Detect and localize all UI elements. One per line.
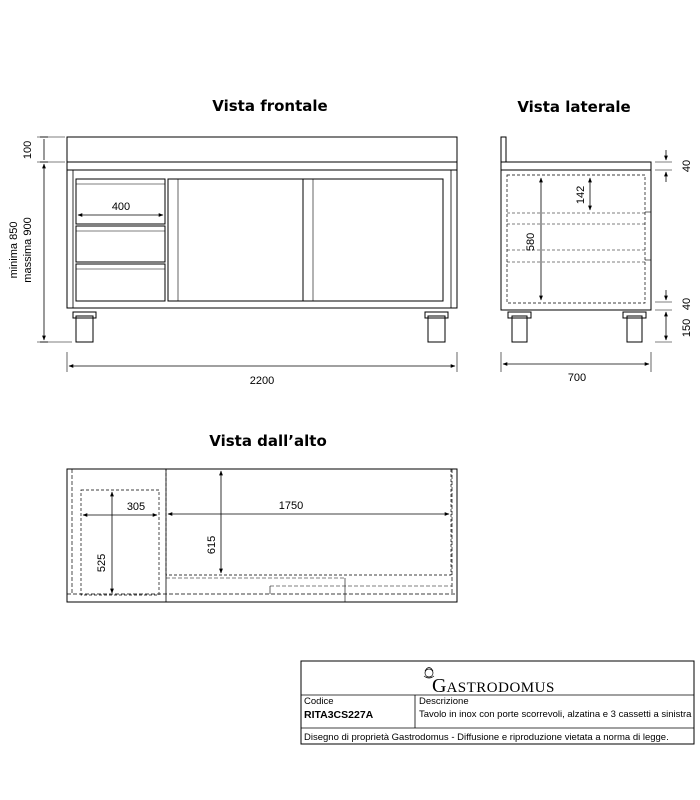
side-leg-right xyxy=(627,316,642,342)
footer-text xyxy=(304,732,669,743)
side-view-title: Vista laterale xyxy=(517,98,631,116)
front-backsplash xyxy=(67,137,457,162)
description-value: Tavolo in inox con porte scorrevoli, alzatina e 3 cassetti a sinistra xyxy=(419,709,692,720)
code-label: Codice xyxy=(304,696,334,707)
top-drawer-depth-label: 525 xyxy=(96,553,108,573)
side-upstand xyxy=(501,137,506,162)
sliding-door-right xyxy=(303,179,443,301)
side-inner-height-label: 580 xyxy=(525,232,537,252)
side-leg-left xyxy=(512,316,527,342)
side-depth-label: 700 xyxy=(567,372,587,384)
front-view-title: Vista frontale xyxy=(212,97,328,115)
front-max-height-label: massima 900 xyxy=(22,217,34,283)
front-worktop xyxy=(67,162,457,170)
footer-right: Diffusione e riproduzione vietata a norma di legge. xyxy=(457,732,669,743)
top-compartment-footprint xyxy=(166,469,451,575)
front-body-inner xyxy=(73,170,451,308)
front-leg-right xyxy=(428,316,445,342)
front-body xyxy=(67,170,457,308)
side-top-strip-label: 40 xyxy=(681,159,693,173)
side-legs-label: 150 xyxy=(681,318,693,338)
drawer-2 xyxy=(76,226,165,262)
front-view xyxy=(37,97,457,372)
top-drawer-width-label: 305 xyxy=(126,501,146,513)
sliding-door-left xyxy=(168,179,303,301)
footer-left: Disegno di proprietà Gastrodomus - xyxy=(304,732,458,743)
drawer-stack xyxy=(76,179,165,301)
front-leg-left xyxy=(76,316,93,342)
front-drawer-width-label: 400 xyxy=(111,201,131,213)
drawer-3 xyxy=(76,264,165,301)
top-outline xyxy=(67,469,457,602)
top-view-title: Vista dall’alto xyxy=(209,432,327,450)
brand-name xyxy=(432,675,555,697)
brand-rest: ASTRODOMUS xyxy=(446,680,555,696)
side-worktop xyxy=(501,162,651,170)
front-top-height-label: 100 xyxy=(22,140,34,160)
side-inner-top-label: 142 xyxy=(575,185,587,205)
side-bottom-strip-label: 40 xyxy=(681,297,693,311)
front-width-label: 2200 xyxy=(249,375,275,387)
front-min-height-label: minima 850 xyxy=(8,221,20,279)
top-compartment-depth-label: 615 xyxy=(206,535,218,555)
brand-initial: G xyxy=(432,675,447,697)
description-label: Descrizione xyxy=(419,696,469,707)
top-view xyxy=(67,432,457,602)
code-value: RITA3CS227A xyxy=(304,709,374,721)
top-compartment-width-label: 1750 xyxy=(278,500,304,512)
top-drawer-footprint xyxy=(81,490,159,595)
